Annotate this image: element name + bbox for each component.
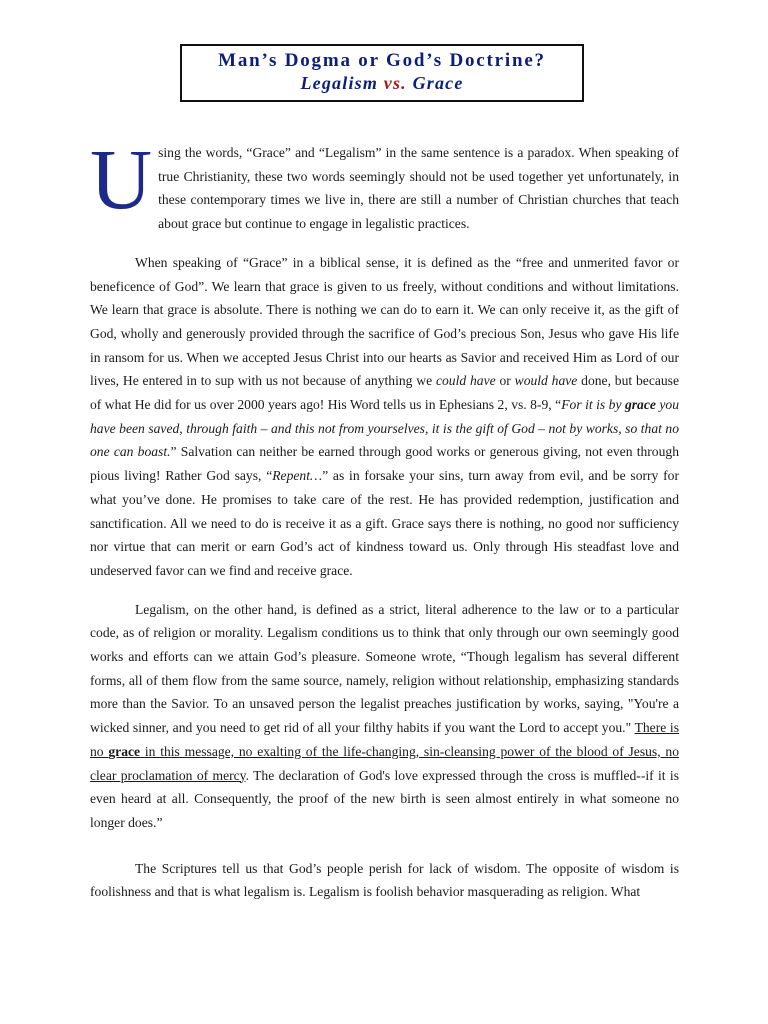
p2-text-e: done, but because of what He did for us over 2000 years ago! His Word tells us in Ephesians 2, vs. 8-9, “ (90, 373, 680, 413)
p3-underline-a: There is no (90, 720, 679, 759)
title-box (180, 44, 584, 102)
p2-text-k: ” as in forsake your sins, turn away from evil, and be sorry for what you’ve done. He promises to take care of the rest. He has provided redemption, justification and sanctification. All we need to do is receive it as a gift. Grace says there is nothing, no good nor sufficiency nor virtue that can merit or earn God’s act of kindness toward us. Only through His steadfast love and undeserved favor can we find and receive grace. (90, 468, 679, 578)
p2-quote-start: For it is by (561, 397, 625, 413)
p2-bold-grace: grace (624, 397, 656, 413)
subtitle-vs: vs. (383, 73, 407, 93)
p3-text-e: . The declaration of God's love expressed through the cross is muffled--if it is even heard at all. Consequently, the proof of the new birth is seen almost entirely in what someone no longer does.” (90, 767, 679, 830)
p2-quote-rest: you have been saved, through faith – and this not from yourselves, it is the gift of God – not by works, so that no one can boast. (90, 397, 680, 460)
drop-cap: U (90, 131, 153, 227)
subtitle-grace: Grace (412, 73, 464, 93)
paragraph-3 (90, 598, 679, 835)
p2-italic-could-have: could have (435, 373, 496, 389)
p2-italic-repent: Repent… (272, 468, 323, 484)
document-title: Man’s Dogma or God’s Doctrine? (218, 50, 546, 71)
p2-text-a: When speaking of “Grace” in a biblical sense, it is defined as the “free and unmerited favor or beneficence of God”. We learn that grace is given to us freely, without conditions and without limitations. We learn that grace is absolute. There is nothing we can do to earn it. We can only receive it, as the gift of God, wholly and generously provided through the sacrifice of God’s precious Son, Jesus who gave His life in ransom for us. When we accepted Jesus Christ into our hearts as Savior and received Him as Lord of our lives, He entered in to sup with us not because of anything we (90, 254, 679, 389)
subtitle-legalism: Legalism (300, 73, 379, 93)
p3-underline-b: in this message, no exalting of the life-changing, sin-cleansing power of the blood of Jesus, no clear proclamation of mercy (90, 743, 679, 783)
paragraph-4: The Scriptures tell us that God’s people perish for lack of wisdom. The opposite of wisdom is foolishness and that is what legalism is. Legalism is foolish behavior masquerading as religion. What (90, 860, 679, 900)
p2-italic-would-have: would have (514, 373, 578, 389)
paragraph-2 (90, 251, 679, 583)
document-subtitle (182, 73, 582, 94)
p2-text-i: ” Salvation can neither be earned through good works or generous giving, not even through pious living! Rather God says, “ (90, 444, 679, 484)
p3-bold-grace: grace (108, 743, 141, 759)
p3-text-a: Legalism, on the other hand, is defined as a strict, literal adherence to the law or to a particular code, as of religion or morality. Legalism conditions us to think that only through our own seemingly good works and efforts can we attain God’s pleasure. Someone wrote, “Though legalism has several different forms, all of them flow from the same source, namely, religion without relationship, emphasizing standards more than the Savior. To an unsaved person the legalist preaches justification by works, saying, "You're a wicked sinner, and you need to get rid of all your filthy habits if you want the Lord to accept you." (90, 601, 679, 736)
p2-text-c: or (495, 373, 515, 389)
document-body (90, 131, 680, 904)
paragraph-1 (90, 131, 679, 236)
paragraph-1-text: sing the words, “Grace” and “Legalism” in the same sentence is a paradox. When speaking of true Christianity, these two words seemingly should not be used together yet unfortunately, in these contemporary times we live in, there are still a number of Christian churches that teach about grace but continue to engage in legalistic practices. (158, 145, 679, 232)
